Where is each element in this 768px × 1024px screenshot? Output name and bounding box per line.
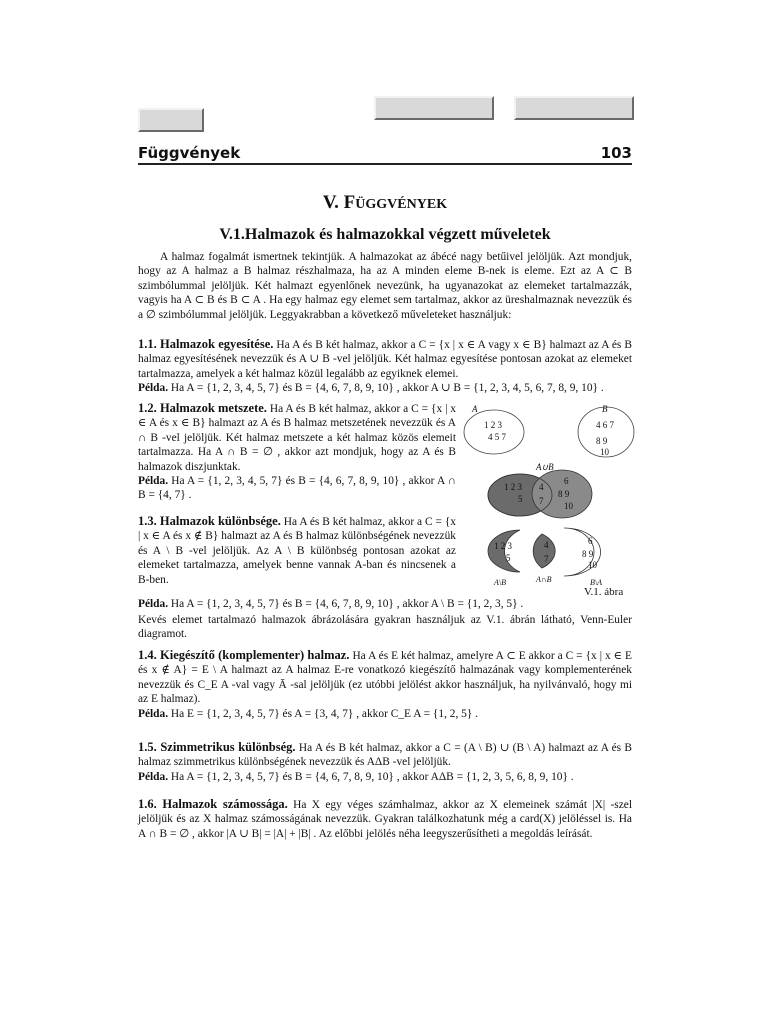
section-title: V.1.Halmazok és halmazokkal végzett műveletek	[219, 226, 551, 243]
nav-button-left[interactable]	[138, 108, 204, 132]
subsection-difference	[138, 514, 456, 587]
difference-text: Ha A és B két halmaz, akkor a C = {x | x ∈ A és x ∉ B} halmazt az A és B halmaz különbségének nevezzük és A \ B -vel jelöljük. Az A \ B különbség pontosan azokat az elemeket tartalmazza, amelyek benne vannak A-ban és nincsenek a B-ben.	[138, 516, 456, 586]
subsection-cardinality	[138, 797, 632, 841]
running-header	[138, 144, 632, 164]
venn-note: Kevés elemet tartalmazó halmazok ábrázolására gyakran használjuk az V.1. ábrán látható, Venn-Euler diagramot.	[138, 614, 632, 641]
venn-a-row1: 1 2 3	[484, 420, 502, 430]
union-example: Ha A = {1, 2, 3, 4, 5, 7} és B = {4, 6, 7, 8, 9, 10} , akkor A ∪ B = {1, 2, 3, 4, 5, 6, 7, 8, 9, 10} .	[170, 382, 604, 395]
intersection-example-label: Példa.	[138, 475, 169, 488]
figure-caption: V.1. ábra	[584, 586, 624, 598]
venn-union-label: A∪B	[536, 462, 554, 472]
venn-diff-ba-label: B\A	[590, 578, 602, 587]
venn-diff-left2: 5	[506, 553, 511, 563]
difference-example: Ha A = {1, 2, 3, 4, 5, 7} és B = {4, 6, 7, 8, 9, 10} , akkor A \ B = {1, 2, 3, 5} .	[170, 598, 524, 610]
intersection-example: Ha A = {1, 2, 3, 4, 5, 7} és B = {4, 6, 7, 8, 9, 10} , akkor A ∩ B = {4, 7} .	[138, 475, 456, 502]
symdiff-heading: 1.5. Szimmetrikus különbség.	[138, 740, 296, 754]
venn-a-row2: 4 5 7	[488, 432, 506, 442]
subsection-symmetric-difference	[138, 740, 632, 784]
complement-example: Ha E = {1, 2, 3, 4, 5, 7} és A = {3, 4, 7} , akkor C_E A = {1, 2, 5} .	[170, 707, 479, 720]
venn-b-row2: 8 9	[596, 436, 608, 446]
nav-button-prev[interactable]	[374, 96, 494, 120]
header-rule	[138, 163, 632, 165]
union-text: Ha A és B két halmaz, akkor a C = {x | x ∈ A vagy x ∈ B} halmazt az A és B halmaz egyesítésének nevezzük és A ∪ B -vel jelöljük. Két halmaz egyesítése pontosan azokat az elemeket tartalmazza, amelyek a két halmaz közül legalább az egyiknek elemei.	[138, 339, 632, 380]
venn-diff-mid2: 7	[544, 554, 549, 564]
venn-euler-figure	[460, 402, 636, 602]
venn-diff-right1: 6	[588, 536, 593, 546]
chapter-title-rest: ÜGGVÉNYEK	[355, 197, 448, 212]
cardinality-text: Ha X egy véges számhalmaz, akkor az X elemeinek számát |X| -szel jelöljük és az X halmaz számosságának nevezzük. Gyakran találkozhatunk még a card(X) jelöléssel is. Ha A ∩ B = ∅ , akkor |A ∪ B| = |A| + |B| . Az előbbi jelölés néha leegyszerűsítheti a megoldás leírását.	[138, 799, 632, 840]
venn-diff-left1: 1 2 3	[494, 541, 512, 551]
venn-diff-right2: 8 9	[582, 549, 594, 559]
union-heading: 1.1. Halmazok egyesítése.	[138, 337, 274, 351]
complement-heading: 1.4. Kiegészítő (komplementer) halmaz.	[138, 648, 350, 662]
subsection-union	[138, 337, 632, 396]
subsection-complement	[138, 648, 632, 721]
venn-diff-right3: 10	[588, 560, 597, 570]
symdiff-example: Ha A = {1, 2, 3, 4, 5, 7} és B = {4, 6, 7, 8, 9, 10} , akkor AΔB = {1, 2, 3, 5, 6, 8, 9, 10} .	[170, 770, 574, 783]
venn-diff-ab-label: A\B	[494, 578, 506, 587]
complement-text: Ha A és E két halmaz, amelyre A ⊂ E akkor a C = {x | x ∈ E és x ∉ A} = E \ A halmazt az A halmaz E-re vonatkozó kiegészítő halmazának vagy komplementerének nevezzük és C_E A -val vagy Ā -sal jelöljük (ez utóbbi jelölést akkor használjuk, ha nyilvánvaló, hogy mi az E halmaz).	[138, 650, 633, 706]
venn-diff-a-minus-b	[488, 530, 520, 572]
venn-union-right1: 6	[564, 476, 569, 486]
venn-union-mid2: 7	[539, 496, 544, 506]
venn-union-mid1: 4	[539, 482, 544, 492]
venn-diff-mid1: 4	[544, 540, 549, 550]
chapter-title	[138, 192, 632, 214]
venn-union-right3: 10	[564, 501, 573, 511]
difference-heading: 1.3. Halmazok különbsége.	[138, 514, 281, 528]
cardinality-heading: 1.6. Halmazok számossága.	[138, 797, 288, 811]
page-number: 103	[600, 144, 632, 162]
complement-example-label: Példa.	[138, 707, 169, 720]
symdiff-text: Ha A és B két halmaz, akkor a C = (A \ B) ∪ (B \ A) halmazt az A és B halmaz szimmetrikus különbségének nevezzük és AΔB -vel jelöljük.	[138, 742, 632, 769]
venn-intersection-label: A∩B	[536, 575, 552, 584]
intro-paragraph: A halmaz fogalmát ismertnek tekintjük. A halmazokat az ábécé nagy betűivel jelöljük. Azt mondjuk, hogy az A halmaz a B halmaz részhalmaza, ha az A minden eleme B-nek is eleme. Ezt az A ⊂ B szimbólummal jelöljük. Két halmazt egyenlőnek nevezünk, ha ugyanazokat az elemeket tartalmazzák, vagyis ha A ⊂ B és B ⊂ A . Ha egy halmaz egy elemet sem tartalmaz, akkor az üreshalmaznak nevezzük és a ∅ szimbólummal jelöljük. Leggyakrabban a következő műveleteket használjuk:	[138, 251, 632, 321]
subsection-intersection	[138, 401, 456, 503]
venn-union-left2: 5	[518, 494, 523, 504]
venn-b-row3: 10	[600, 447, 609, 457]
venn-label-a: A	[472, 404, 478, 414]
symdiff-example-label: Példa.	[138, 770, 169, 783]
running-header-title: Függvények	[138, 144, 241, 162]
venn-label-b: B	[602, 404, 608, 414]
union-example-label: Példa.	[138, 382, 169, 395]
venn-union-right2: 8 9	[558, 489, 570, 499]
intersection-heading: 1.2. Halmazok metszete.	[138, 401, 267, 415]
venn-b-row1: 4 6 7	[596, 420, 614, 430]
venn-union-left1: 1 2 3	[504, 482, 522, 492]
nav-button-next[interactable]	[514, 96, 634, 120]
chapter-title-first: V. F	[322, 192, 356, 213]
difference-example-label: Példa.	[138, 598, 169, 610]
intersection-text: Ha A és B két halmaz, akkor a C = {x | x ∈ A és x ∈ B} halmazt az A és B halmaz metszetének nevezzük és A ∩ B -vel jelöljük. Két halmaz metszete a két halmaz közös elemeit tartalmazza. Ha A ∩ B = ∅ , akkor azt mondjuk, hogy az A és B halmazok diszjunktak.	[138, 403, 456, 473]
